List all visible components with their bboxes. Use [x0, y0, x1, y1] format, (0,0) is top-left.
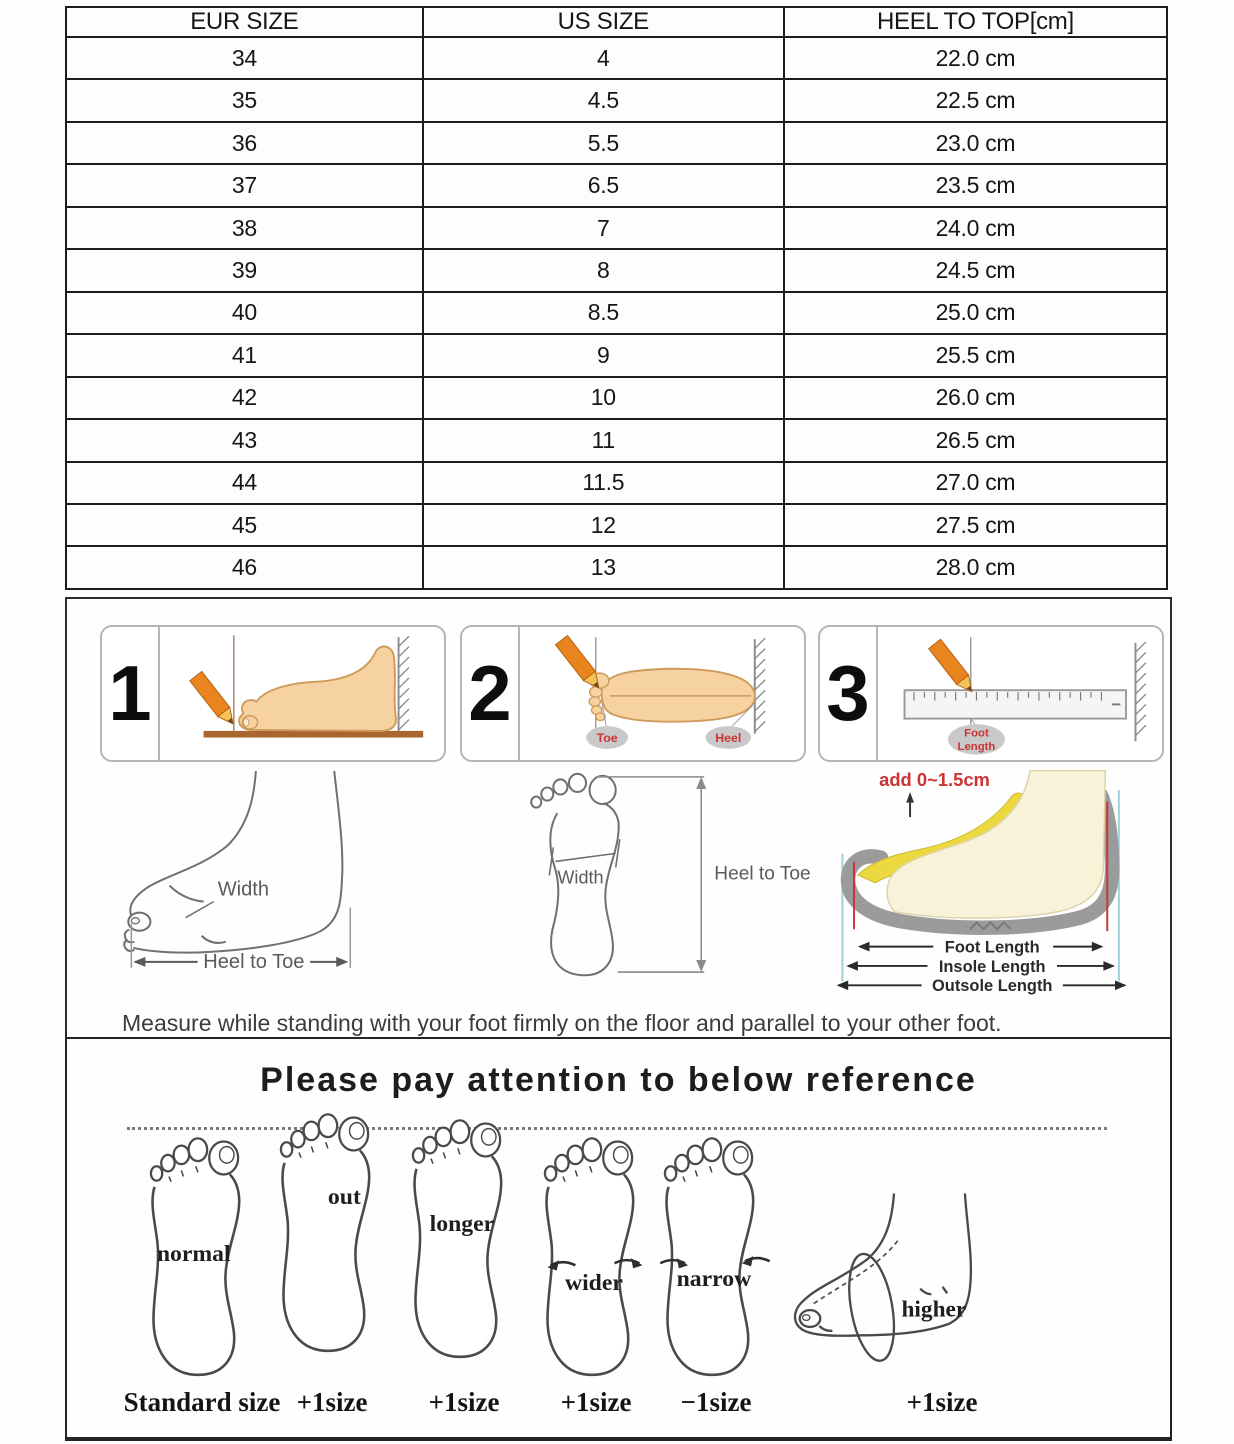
reference-title: Please pay attention to below reference [260, 1061, 977, 1099]
ruler-icon [905, 690, 1127, 718]
heel-to-top-cell: 26.0 cm [784, 377, 1167, 419]
size-label-standard: Standard size [123, 1387, 281, 1417]
higher-label: higher [901, 1296, 967, 1323]
side-heel-to-toe-label: Heel to Toe [203, 950, 305, 973]
foot-out-illustration [270, 1103, 394, 1361]
foot-length-dim-label: Foot Length [944, 938, 1040, 957]
header-us-size: US SIZE [423, 7, 784, 37]
foot-in-shoe [887, 771, 1105, 918]
toe-label: Toe [596, 731, 618, 746]
table-row [66, 546, 1167, 589]
eur-size-cell: 38 [66, 207, 423, 249]
eur-size-cell: 43 [66, 419, 423, 461]
eur-size-cell: 39 [66, 249, 423, 291]
table-row [66, 292, 1167, 334]
size-label-wider: +1size [560, 1387, 632, 1417]
us-size-cell: 9 [423, 334, 784, 376]
print-width-label: Width [557, 867, 604, 888]
pencil-icon [556, 635, 605, 692]
wall-hatch [755, 638, 765, 734]
footprint-measure-diagram [495, 761, 837, 991]
eur-size-cell: 45 [66, 504, 423, 546]
us-size-cell: 4.5 [423, 79, 784, 121]
side-width-label: Width [217, 878, 270, 901]
table-header-row [66, 7, 1167, 37]
size-label-out: +1size [296, 1387, 368, 1417]
heel-to-top-cell: 23.5 cm [784, 164, 1167, 206]
wider-label: wider [564, 1270, 623, 1297]
foot-wider-illustration [534, 1127, 658, 1385]
eur-size-cell: 42 [66, 377, 423, 419]
foot-higher-illustration [782, 1184, 1062, 1384]
step-3-number: 3 [820, 627, 878, 760]
us-size-cell: 8 [423, 249, 784, 291]
table-row [66, 164, 1167, 206]
table-row [66, 419, 1167, 461]
floor-board [204, 731, 424, 738]
step-2-number: 2 [462, 627, 520, 760]
wall-hatch [1135, 642, 1145, 741]
header-eur-size: EUR SIZE [66, 7, 423, 37]
table-row [66, 377, 1167, 419]
eur-size-cell: 46 [66, 546, 423, 589]
measure-caption: Measure while standing with your foot firmly on the floor and parallel to your other foot. [122, 1010, 1002, 1036]
table-row [66, 249, 1167, 291]
size-label-higher: +1size [906, 1387, 978, 1417]
foot-side [239, 646, 396, 730]
size-label-narrow: −1size [680, 1387, 752, 1417]
foot-normal-illustration [140, 1127, 264, 1385]
heel-to-top-cell: 22.0 cm [784, 37, 1167, 79]
eur-size-cell: 36 [66, 122, 423, 164]
measurement-instructions-panel [65, 597, 1172, 1039]
step-2-foot-top-illustration [520, 627, 804, 760]
us-size-cell: 11 [423, 419, 784, 461]
foot-longer-illustration [402, 1109, 526, 1367]
narrow-label: narrow [676, 1265, 752, 1292]
eur-size-cell: 40 [66, 292, 423, 334]
us-size-cell: 7 [423, 207, 784, 249]
add-note-label: add 0~1.5cm [879, 769, 990, 791]
eur-size-cell: 44 [66, 462, 423, 504]
heel-label: Heel [715, 731, 742, 746]
size-conversion-table [65, 6, 1168, 590]
us-size-cell: 5.5 [423, 122, 784, 164]
out-label: out [327, 1184, 361, 1211]
step-1-number: 1 [102, 627, 160, 760]
measure-step-3 [818, 625, 1164, 762]
pencil-icon [190, 671, 239, 728]
heel-to-top-cell: 27.5 cm [784, 504, 1167, 546]
table-row [66, 207, 1167, 249]
us-size-cell: 11.5 [423, 462, 784, 504]
step-1-foot-side-illustration [160, 627, 444, 760]
us-size-cell: 6.5 [423, 164, 784, 206]
heel-to-top-cell: 22.5 cm [784, 79, 1167, 121]
us-size-cell: 12 [423, 504, 784, 546]
us-size-cell: 4 [423, 37, 784, 79]
table-row [66, 334, 1167, 376]
table-row [66, 504, 1167, 546]
table-row [66, 122, 1167, 164]
heel-to-top-cell: 26.5 cm [784, 419, 1167, 461]
heel-to-top-cell: 23.0 cm [784, 122, 1167, 164]
heel-to-top-cell: 24.5 cm [784, 249, 1167, 291]
longer-label: longer [429, 1210, 495, 1237]
eur-size-cell: 34 [66, 37, 423, 79]
foot-length-label-line1: Foot [964, 727, 989, 740]
us-size-cell: 8.5 [423, 292, 784, 334]
wall-hatch [399, 636, 409, 732]
fit-reference-panel [65, 1037, 1172, 1441]
side-foot-measure-diagram [109, 765, 461, 991]
heel-to-top-cell: 25.0 cm [784, 292, 1167, 334]
measure-step-2 [460, 625, 806, 762]
outsole-length-dim-label: Outsole Length [932, 977, 1053, 996]
print-heel-to-toe-label: Heel to Toe [714, 863, 811, 885]
heel-to-top-cell: 25.5 cm [784, 334, 1167, 376]
table-row [66, 37, 1167, 79]
step-3-ruler-illustration [878, 627, 1162, 760]
instep-girth-ellipse [842, 1250, 901, 1364]
us-size-cell: 10 [423, 377, 784, 419]
heel-to-top-cell: 27.0 cm [784, 462, 1167, 504]
eur-size-cell: 35 [66, 79, 423, 121]
shoe-length-diagram [825, 757, 1173, 999]
measure-step-1 [100, 625, 446, 762]
foot-narrow-illustration [654, 1127, 778, 1385]
normal-label: normal [156, 1241, 231, 1268]
eur-size-cell: 37 [66, 164, 423, 206]
us-size-cell: 13 [423, 546, 784, 589]
header-heel-to-top: HEEL TO TOP[cm] [784, 7, 1167, 37]
heel-to-top-cell: 24.0 cm [784, 207, 1167, 249]
table-row [66, 462, 1167, 504]
insole-length-dim-label: Insole Length [938, 957, 1046, 976]
foot-length-label-line2: Length [957, 740, 996, 753]
eur-size-cell: 41 [66, 334, 423, 376]
heel-to-top-cell: 28.0 cm [784, 546, 1167, 589]
table-row [66, 79, 1167, 121]
size-label-longer: +1size [428, 1387, 500, 1417]
